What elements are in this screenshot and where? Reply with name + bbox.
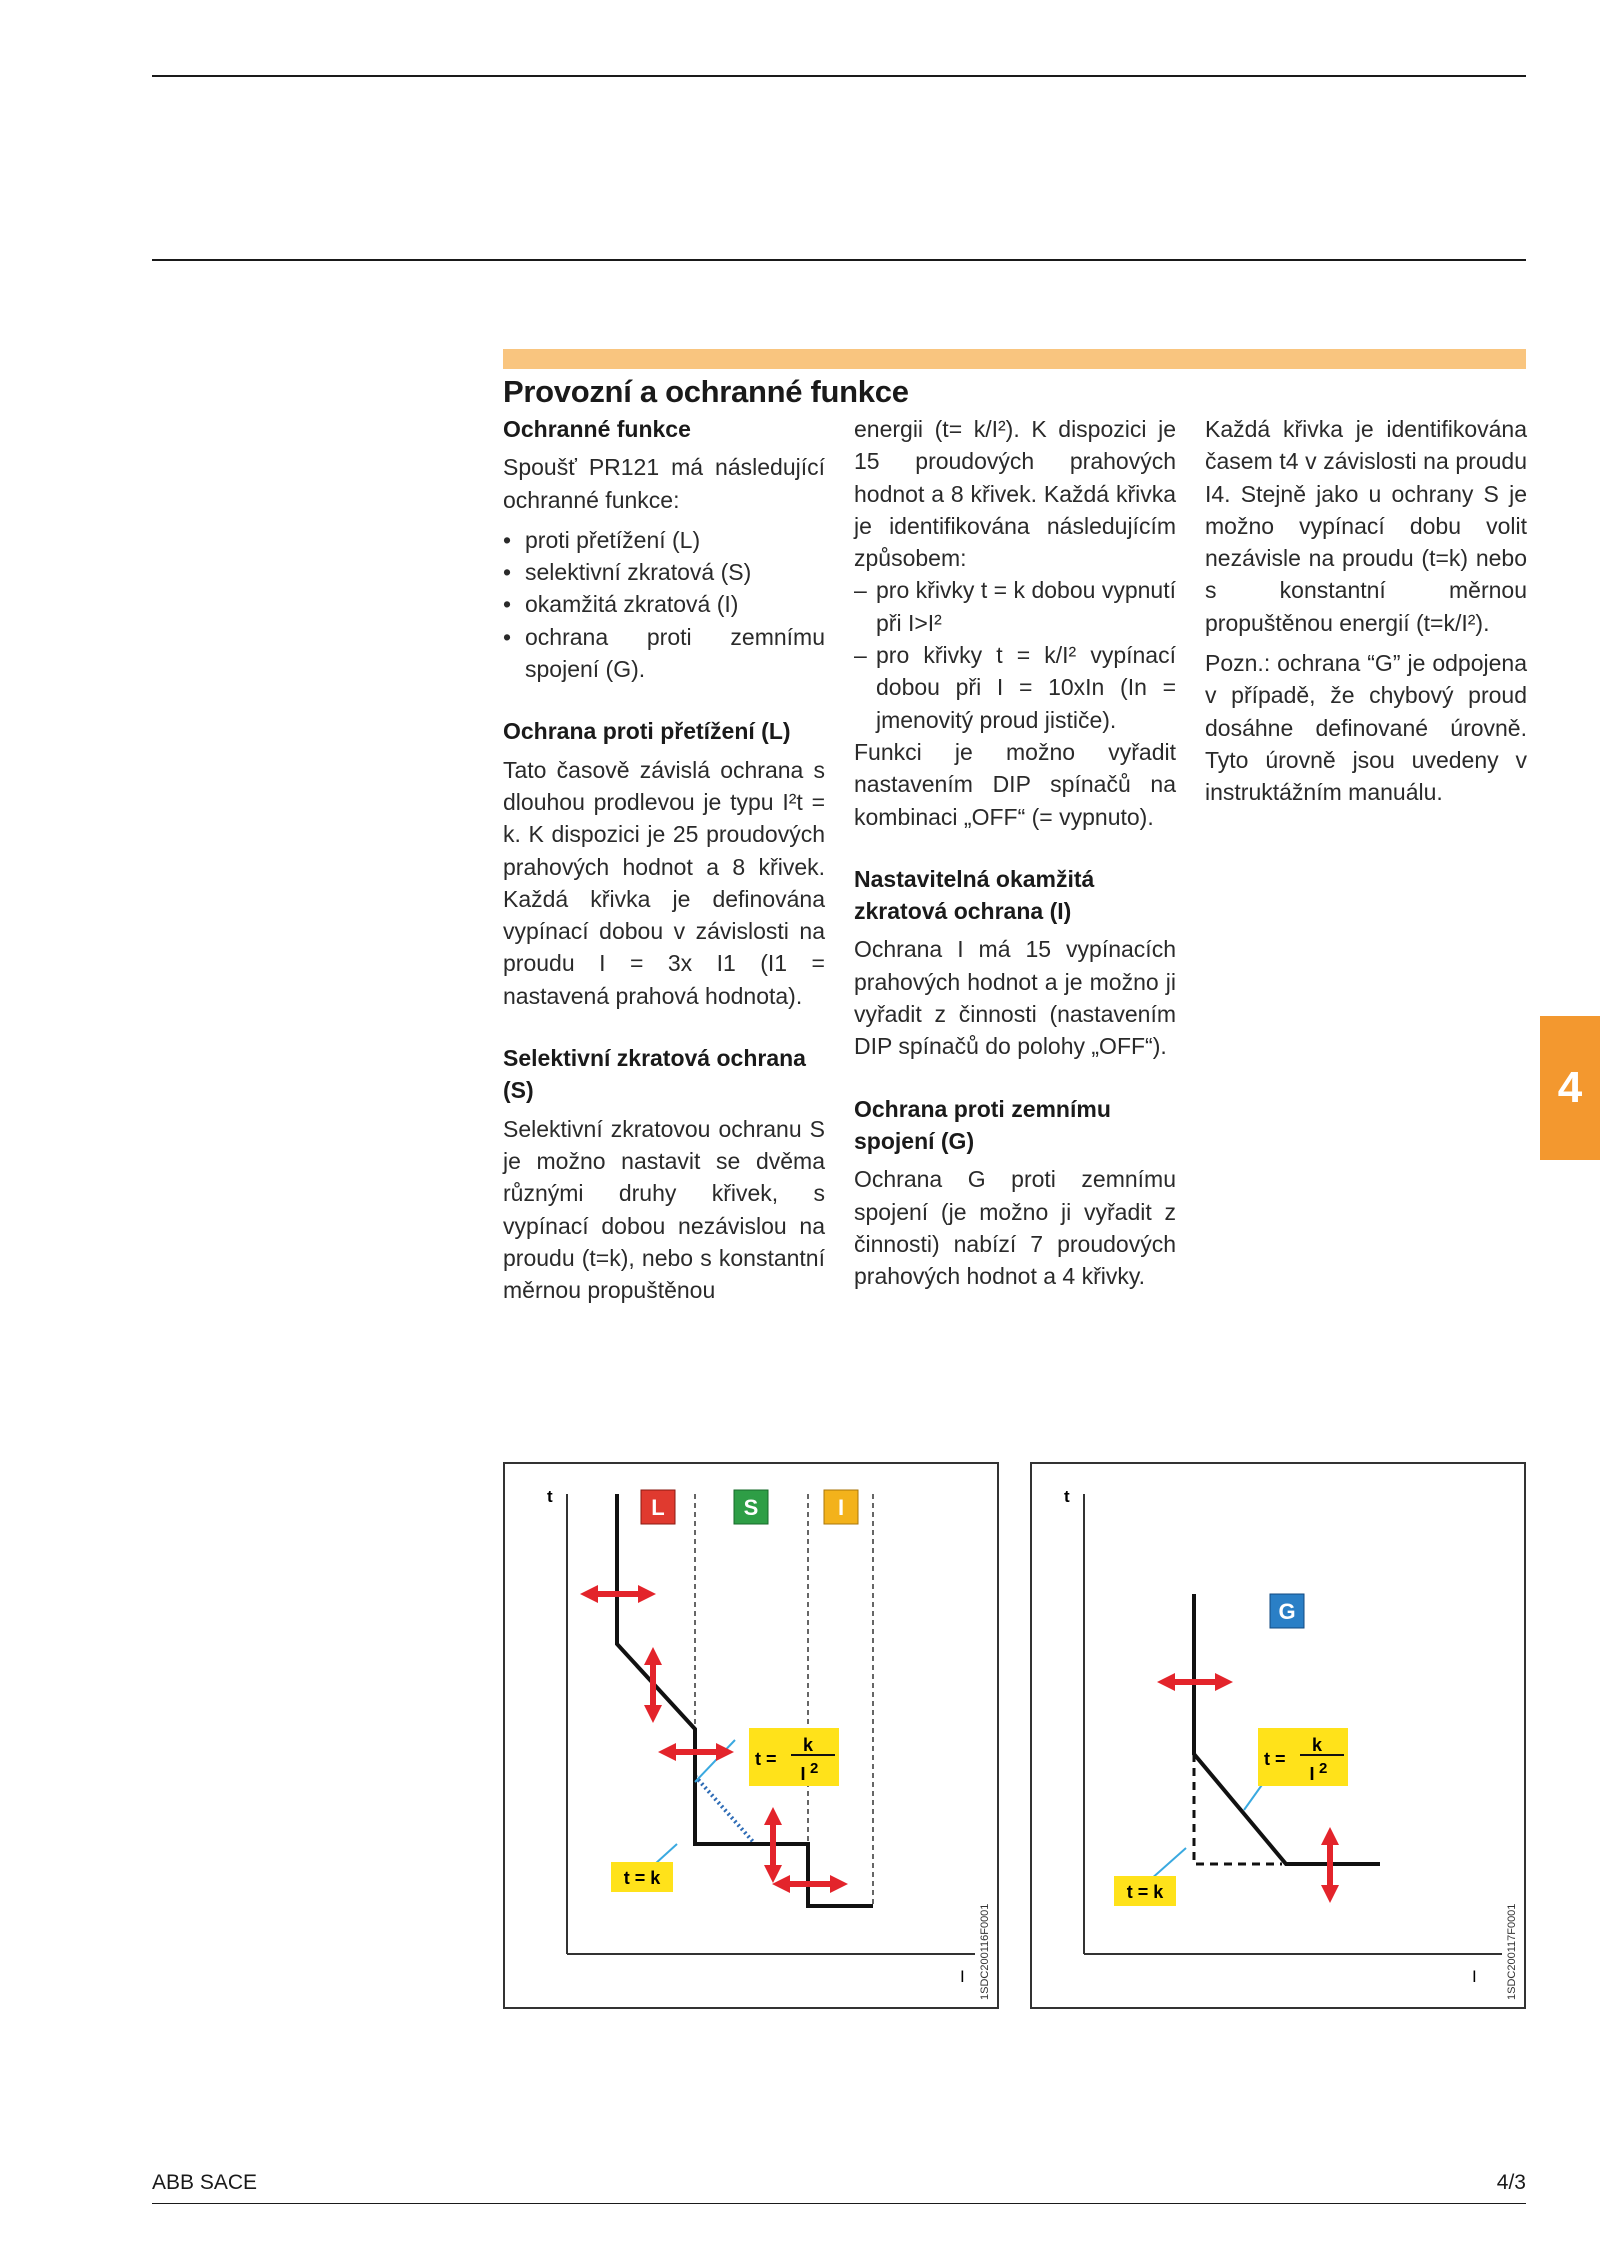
- paragraph-instant: Ochrana I má 15 vypínacích prahových hodnot a je možno ji vyřadit z činnosti (nastavením DIP spínačů do polohy „OFF“).: [854, 936, 1176, 1060]
- heading-instant: Nastavitelná okamžitá zkratová ochrana (I): [854, 865, 1095, 925]
- formula-t: t =: [1264, 1749, 1286, 1769]
- text-column-3: [1205, 413, 1527, 817]
- paragraph-intro: Spoušť PR121 má následující ochranné funkce:: [503, 454, 825, 513]
- list-item: – pro křivky t = k dobou vypnutí při I>I²: [854, 574, 1176, 639]
- list-item: • ochrana proti zemnímu spojení (G).: [503, 621, 825, 686]
- formula-k: k: [802, 1735, 814, 1755]
- formula-leader: [695, 1740, 735, 1782]
- list-item: • selektivní zkratová (S): [503, 556, 825, 588]
- badge-i-label: I: [837, 1495, 845, 1520]
- text-column-1: [503, 413, 825, 1314]
- protection-list: [503, 524, 825, 685]
- chapter-tab: 4: [1540, 1016, 1600, 1160]
- heading-selective: Selektivní zkratová ochrana (S): [503, 1045, 806, 1104]
- paragraph-note: Pozn.: ochrana “G” je odpojena v případě, že chybový proud dosáhne definované úrovně. Tyto úrovně jsou uvedeny v instruktážním manuálu.: [1205, 650, 1527, 806]
- header-rule: [152, 259, 1526, 261]
- section-title: Provozní a ochranné funkce: [503, 374, 909, 409]
- paragraph-selective: Selektivní zkratovou ochranu S je možno nastavit se dvěma různými druhy křivek, s vypínací dobou nezávislou na proudu (t=k), nebo s konstantní měrnou propuštěnou: [503, 1115, 825, 1304]
- axis-t-label: t: [1064, 1487, 1070, 1506]
- axis-t-label: t: [547, 1487, 553, 1506]
- formula-t: t =: [755, 1749, 777, 1769]
- formula-i: I: [800, 1764, 806, 1784]
- heading-overload: Ochrana proti přetížení (L): [503, 718, 791, 745]
- axis-i-label: I: [1472, 1967, 1477, 1986]
- paragraph-curve-id: Každá křivka je identifikována časem t4 v závislosti na proudu I4. Stejně jako u ochrany S je možno vypínací dobu volit nezávisle na proudu (t=k) nebo s konstantní měrnou propuštěnou energií (t=k/I²).: [1205, 416, 1527, 636]
- badge-g-label: G: [1278, 1599, 1296, 1624]
- axis-i-label: I: [960, 1967, 965, 1986]
- paragraph-ground: Ochrana G proti zemnímu spojení (je možno ji vyřadit z činnosti) nabízí 7 proudových prahových hodnot a 4 křivky.: [854, 1166, 1176, 1290]
- footer-company: ABB SACE: [152, 2171, 258, 2194]
- paragraph-dip: Funkci je možno vyřadit nastavením DIP spínačů na kombinaci „OFF“ (= vypnuto).: [854, 738, 1176, 830]
- top-rule: [152, 75, 1526, 77]
- list-item: • okamžitá zkratová (I): [503, 588, 825, 620]
- formula-k: k: [1311, 1735, 1323, 1755]
- text-column-2: [854, 413, 1176, 1300]
- formula-exponent: 2: [810, 1760, 819, 1777]
- formula-exponent: 2: [1319, 1760, 1328, 1777]
- paragraph-overload: Tato časově závislá ochrana s dlouhou prodlevou je typu I²t = k. K dispozici je 25 proudových prahových hodnot a 8 křivek. Každá křivka je definována vypínací dobou v závislosti na proudu I = 3x I1 (I1 = nastavená prahová hodnota).: [503, 756, 825, 1009]
- tk-leader: [655, 1844, 677, 1864]
- list-item: • proti přetížení (L): [503, 524, 825, 556]
- curve-definition-list: [854, 574, 1176, 735]
- formula-leader: [1244, 1782, 1264, 1810]
- footer-rule: [152, 2203, 1526, 2204]
- tk-leader: [1150, 1848, 1186, 1880]
- figure-code: 1SDC200116F0001: [979, 1903, 991, 2000]
- figure-code: 1SDC200117F0001: [1506, 1903, 1518, 2000]
- footer-page-number: 4/3: [1496, 2171, 1526, 2194]
- lsi-diagram: [505, 1464, 997, 2007]
- i2t-extension-line: [695, 1776, 755, 1844]
- badge-l-label: L: [651, 1495, 665, 1520]
- heading-ground: Ochrana proti zemnímu spojení (G): [854, 1095, 1111, 1154]
- badge-s-label: S: [743, 1495, 759, 1520]
- tk-label: t = k: [1126, 1882, 1164, 1902]
- heading-protection-functions: Ochranné funkce: [503, 416, 691, 442]
- list-item: – pro křivky t = k/I² vypínací dobou při I = 10xIn (In = jmenovitý proud jističe).: [854, 639, 1176, 736]
- formula-i: I: [1309, 1764, 1315, 1784]
- figure-lsi-curves: [503, 1462, 999, 2009]
- paragraph-continued: energii (t= k/I²). K dispozici je 15 proudových prahových hodnot a 8 křivek. Každá křivka je identifikována následujícím způsobem:: [854, 416, 1176, 572]
- g-diagram: [1032, 1464, 1524, 2007]
- tk-label: t = k: [623, 1868, 661, 1888]
- section-accent-bar: [503, 349, 1526, 369]
- figure-g-curve: [1030, 1462, 1526, 2009]
